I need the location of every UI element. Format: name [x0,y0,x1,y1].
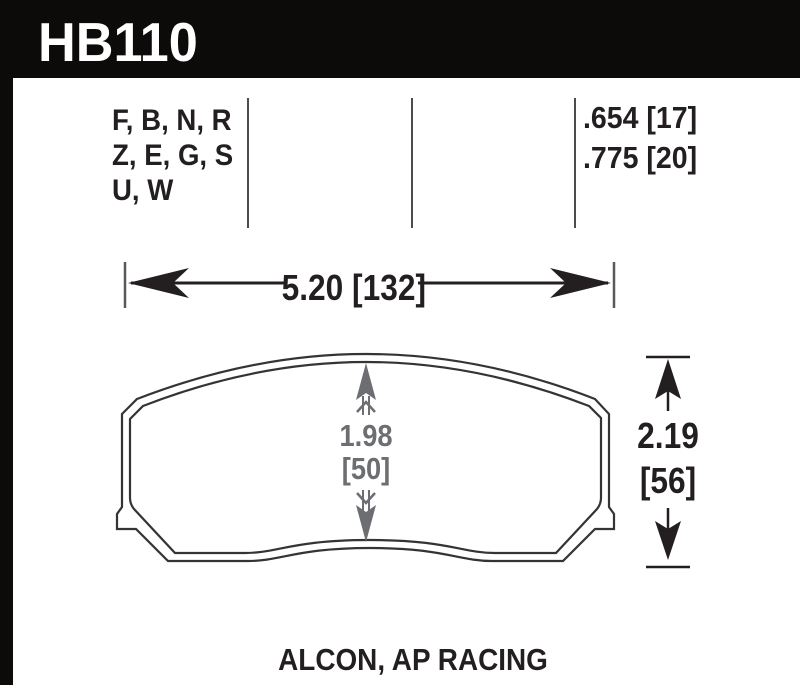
depth-inches-label: 1.98 [339,418,393,453]
height-inches-label: 2.19 [637,415,699,456]
down-arrowhead-icon [356,505,376,542]
up-arrowhead-icon [356,363,376,400]
width-dimension-label: 5.20 [132] [281,267,427,308]
pad-thickness-value: .654 [17] [583,100,698,135]
compound-codes-row: F, B, N, R [112,104,232,137]
applications-label: ALCON, AP RACING [278,642,548,677]
height-mm-label: [56] [639,460,697,501]
pad-thickness-value: .775 [20] [583,140,698,175]
compound-codes-row: Z, E, G, S [112,139,234,172]
part-number: HB110 [38,11,198,73]
compound-codes-row: U, W [112,174,174,207]
depth-mm-label: [50] [341,451,391,486]
